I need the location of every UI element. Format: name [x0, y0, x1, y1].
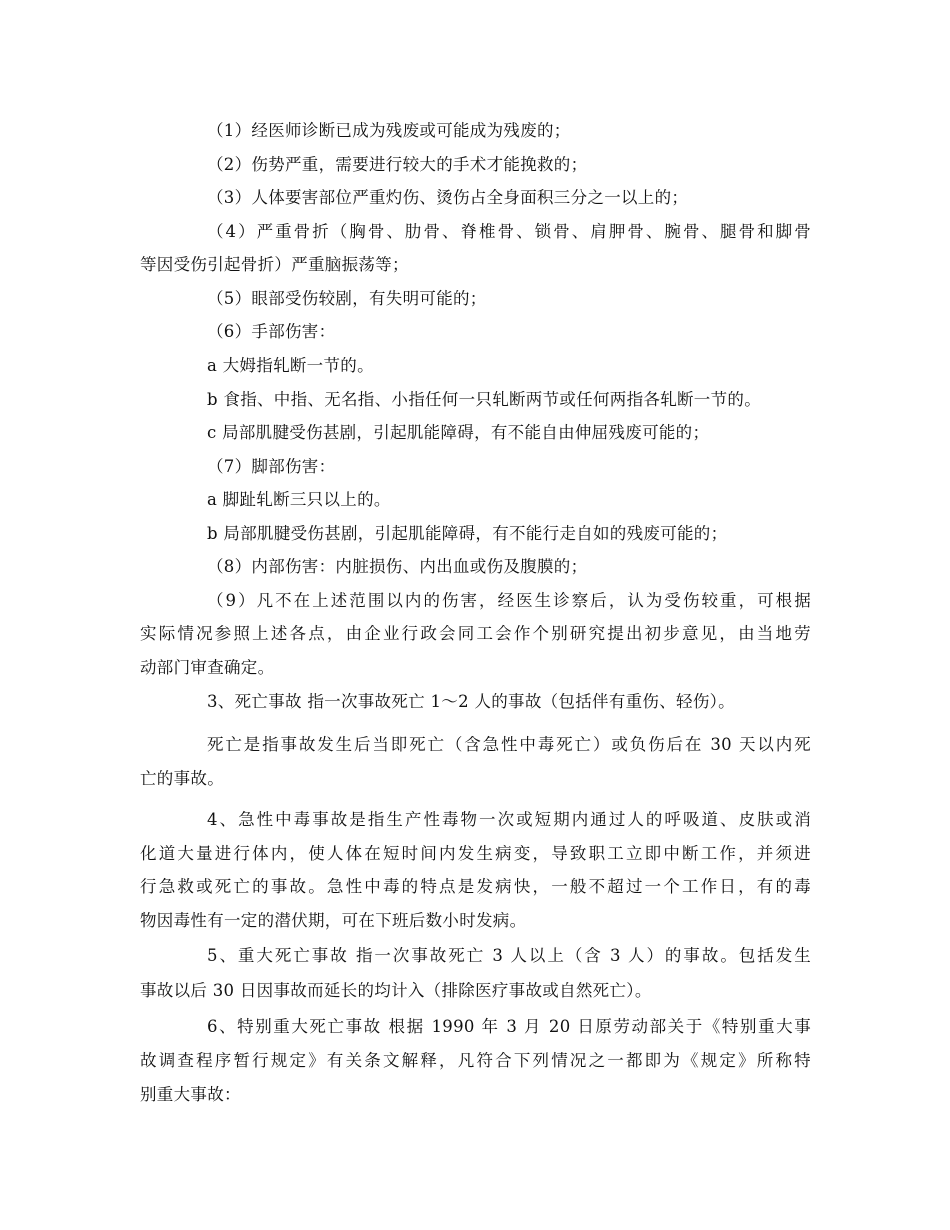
paragraph-6-line-1: 6、特别重大死亡事故 根据 1990 年 3 月 20 日原劳动部关于《特别重大事	[207, 1017, 811, 1036]
paragraph-4-line-3: 行急救或死亡的事故。急性中毒的特点是发病快，一般不超过一个工作日，有的毒	[140, 877, 811, 896]
sub-item-6a: a 大姆指轧断一节的。	[207, 356, 374, 375]
paragraph-death-definition-line-2: 亡的事故。	[140, 769, 224, 788]
paragraph-item-9-line-3: 动部门审查确定。	[140, 658, 275, 677]
paragraph-item-2: （2）伤势严重，需要进行较大的手术才能挽救的；	[207, 155, 588, 174]
sub-item-7b: b 局部肌腱受伤甚剧，引起肌能障碍，有不能行走自如的残废可能的；	[207, 524, 728, 543]
paragraph-4-line-4: 物因毒性有一定的潜伏期，可在下班后数小时发病。	[140, 911, 527, 930]
paragraph-item-7: （7）脚部伤害：	[207, 457, 336, 476]
sub-item-6b: b 食指、中指、无名指、小指任何一只轧断两节或任何两指各轧断一节的。	[207, 390, 762, 409]
paragraph-5-line-2: 事故以后 30 日因事故而延长的均计入（排除医疗事故或自然死亡）。	[140, 981, 652, 1000]
paragraph-3-fatal-accident: 3、死亡事故 指一次事故死亡 1～2 人的事故（包括伴有重伤、轻伤）。	[207, 692, 735, 711]
paragraph-item-9-line-1: （9）凡不在上述范围以内的伤害，经医生诊察后，认为受伤较重，可根据	[207, 591, 811, 610]
paragraph-item-4-line-2: 等因受伤引起骨折）严重脑振荡等；	[140, 255, 409, 274]
sub-item-7a: a 脚趾轧断三只以上的。	[207, 490, 391, 509]
paragraph-item-9-line-2: 实际情况参照上述各点，由企业行政会同工会作个别研究提出初步意见，由当地劳	[140, 624, 811, 643]
sub-item-6c: c 局部肌腱受伤甚剧，引起肌能障碍，有不能自由伸屈残废可能的；	[207, 423, 710, 442]
paragraph-item-5: （5）眼部受伤较剧，有失明可能的；	[207, 289, 487, 308]
paragraph-item-8: （8）内部伤害：内脏损伤、内出血或伤及腹膜的；	[207, 557, 588, 576]
paragraph-4-line-2: 化道大量进行体内，使人体在短时间内发生病变，导致职工立即中断工作，并须进	[140, 844, 811, 863]
paragraph-item-3: （3）人体要害部位严重灼伤、烫伤占全身面积三分之一以上的；	[207, 188, 689, 207]
paragraph-5-line-1: 5、重大死亡事故 指一次事故死亡 3 人以上（含 3 人）的事故。包括发生	[207, 946, 811, 965]
paragraph-4-line-1: 4、急性中毒事故是指生产性毒物一次或短期内通过人的呼吸道、皮肤或消	[207, 810, 811, 829]
paragraph-item-1: （1）经医师诊断已成为残废或可能成为残废的；	[207, 121, 571, 140]
paragraph-6-line-2: 故调查程序暂行规定》有关条文解释，凡符合下列情况之一都即为《规定》所称特	[140, 1051, 811, 1070]
paragraph-item-6: （6）手部伤害：	[207, 322, 336, 341]
paragraph-6-line-3: 别重大事故：	[140, 1085, 241, 1104]
paragraph-death-definition-line-1: 死亡是指事故发生后当即死亡（含急性中毒死亡）或负伤后在 30 天以内死	[207, 735, 811, 754]
paragraph-item-4-line-1: （4）严重骨折（胸骨、肋骨、脊椎骨、锁骨、肩胛骨、腕骨、腿骨和脚骨	[207, 222, 811, 241]
